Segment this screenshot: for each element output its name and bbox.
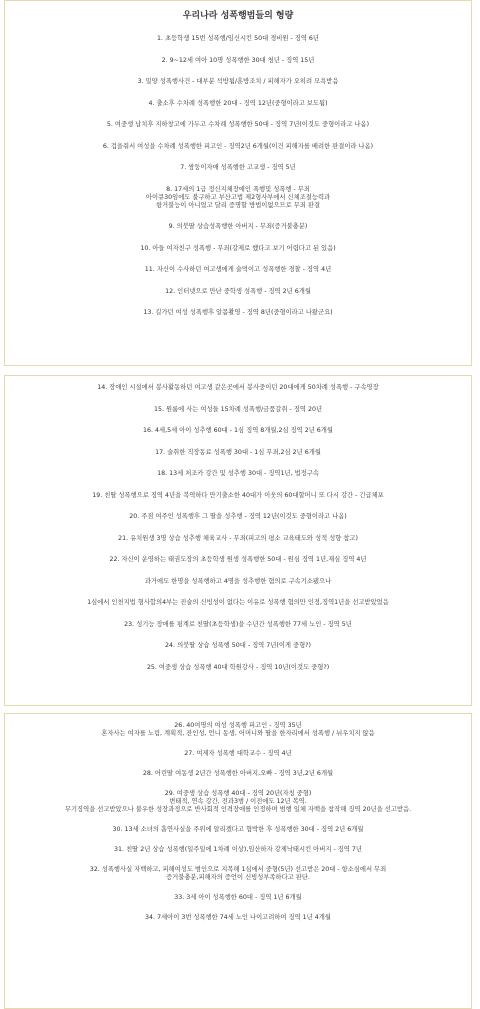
panel-2 bbox=[4, 375, 472, 706]
sentence-item: 25. 여중생 상습 성폭행 40대 학원강사 - 징역 10년(이것도 중형?) bbox=[146, 663, 330, 671]
sentence-item: 26. 40여명의 여성 성폭행 피고인 - 징역 35년 혼자사는 여자를 노림, 계획적, 잔인성, 언니 동생, 어머니와 딸을 한자리에서 성폭행 / 뉘우치지 않음 bbox=[101, 722, 375, 737]
sentence-item: 29. 여중생 상습 성폭행 40대 - 징역 20년(자칭 중형) 변태적, 연속 강간, 전과3범 / 이전에도 12년 복역. 무기징역을 선고받았으나 불우한 성장과정으로 반사회적 인격장애를 인정하며 범행 일체 자백을 참작해 징역 20년을 선고받음. bbox=[64, 790, 412, 813]
sentence-item: 7. 쌍둥이자매 성폭행한 고교생 - 징역 5년 bbox=[180, 164, 296, 171]
sentence-item: 17. 술취한 직장동료 성폭행 30대 - 1심 무죄,2심 2년 6개월 bbox=[155, 448, 321, 456]
sentence-item: 과거에도 한명을 성폭행하고 4명을 성추행한 혐의로 구속기소됐으나 bbox=[144, 577, 332, 585]
sentence-item: 23. 성기능 장애를 핑계로 친딸(초등학생)을 수년간 성폭행한 77세 노인 - 징역 5년 bbox=[124, 620, 352, 628]
sentence-item: 2. 9~12세 여아 10명 성폭행한 30대 청년 - 징역 15년 bbox=[161, 56, 315, 64]
sentence-item: 6. 겁을줘서 여성을 수차례 성폭행한 피고인 - 징역2년 6개월(이건 피해자를 배려한 판결이라 나옴) bbox=[102, 142, 374, 150]
sentence-item: 32. 성폭행사실 자백하고, 피해여성도 범인으로 지목해 1심에서 중형(5년) 선고받은 20대 - 항소심에서 무죄 증거불충분,피해자의 증언이 신빙성부족하다고 판단. bbox=[89, 866, 387, 881]
sentence-item: 16. 4세,5세 아이 성추행 60대 - 1심 징역 8개월,2심 징역 2년 6개월 bbox=[143, 427, 333, 434]
sentence-item: 4. 출소후 수차례 성폭행한 20대 - 징역 12년(중형이라고 보도됨) bbox=[148, 99, 328, 107]
sentence-item: 3. 밀양 성폭행사건 - 대부분 석방됨/훈방조치 / 피해자가 오히려 모욕받음 bbox=[137, 78, 339, 85]
sentence-item: 12. 인터넷으로 만난 중학생 성폭행 - 징역 2년 6개월 bbox=[165, 287, 311, 295]
sentence-item: 20. 주점 여주인 성폭행후 그 딸을 성추행 - 징역 12년(이것도 중형이라고 나옴) bbox=[129, 513, 347, 520]
sentence-item: 30. 13세 소녀의 흡연사실을 주위에 알리겠다고 협박한 후 성폭행한 30대 - 징역 2년 6개월 bbox=[112, 826, 364, 833]
sentence-item: 21. 유치원생 3명 상습 성추행 체육교사 - 무죄(피고의 평소 교육태도와 성적 성향 참고) bbox=[118, 534, 358, 542]
sentence-item: 9. 의붓딸 상습성폭행한 아버지 - 무죄(증거불충분) bbox=[168, 223, 308, 230]
sentence-item: 5. 여중생 납치후 지하창고에 가두고 수차례 성폭행한 50대 - 징역 7년(이것도 중형이라고 나옴) bbox=[106, 121, 370, 128]
sentence-item: 28. 어린딸 여동생 2년간 성폭행한 아버지,오빠 - 징역 3년,2년 6개월 bbox=[142, 770, 334, 777]
sentence-item: 1. 초등학생 15번 성폭행/임신시킨 50대 경비원 - 징역 6년 bbox=[156, 35, 320, 42]
sentence-item: 31. 친딸 2년 상습 성폭행(일주일에 1차례 이상),임산하자 강제낙태시킨 아버지 - 징역 7년 bbox=[114, 846, 362, 853]
sentence-item: 15. 원룸에 사는 여성들 15차례 성폭행/금품갈취 - 징역 20년 bbox=[153, 405, 323, 413]
sentence-item: 27. 여제자 성폭행 대학교수 - 징역 4년 bbox=[184, 750, 292, 757]
sentence-item: 19. 친딸 성폭행으로 징역 4년을 복역하다 만기출소한 40대가 이웃의 60대할머니 또 다시 강간 - 긴급체포 bbox=[92, 491, 384, 499]
sentence-item: 10. 아들 여자친구 성폭행 - 무죄(강제로 했다고 보기 어렵다고 된 있음) bbox=[140, 244, 336, 252]
panel-1 bbox=[4, 0, 472, 366]
sentence-item: 22. 자신이 운영하는 태권도장의 초등학생 원생 성폭행한 50대 - 원심 징역 1년,재심 징역 4년 bbox=[109, 556, 367, 563]
page-title: 우리나라 성폭행범들의 형량 bbox=[182, 11, 294, 21]
sentence-item: 11. 자신이 수사하던 여고생에게 술먹이고 성폭행한 경찰 - 징역 4년 bbox=[144, 266, 332, 273]
sentence-item: 18. 13세 처조카 강간 및 성추행 30대 - 징역1년, 법정구속 bbox=[157, 470, 319, 477]
sentence-item: 8. 17세의 1급 정신지체장애인 폭행및 성폭행 - 무죄 아이큐30임에도 불구하고 부산고법 제2형사부에서 신체조절능력과 항거불능이 아니었고 달리 증명할 방법이없으므로 무죄 판결 bbox=[145, 185, 331, 209]
panel-3 bbox=[4, 713, 472, 1009]
sentence-item: 1심에서 인천지법 형사합의4부는 진술의 신빙성이 없다는 이유로 성폭행 혐의만 인정,징역1년을 선고받았었음 bbox=[87, 599, 389, 606]
sentence-item: 24. 의붓딸 상습 성폭행 50대 - 징역 7년(이게 중형?) bbox=[165, 642, 311, 649]
sentence-item: 14. 장애인 시설에서 봉사활동하던 여고생 같은곳에서 봉사중이던 20대에게 50차례 성폭행 - 구속영장 bbox=[97, 384, 379, 391]
sentence-item: 34. 7세아이 3번 성폭행한 74세 노인 나이고려하여 징역 1년 4개월 bbox=[145, 914, 331, 921]
sentence-item: 33. 3세 아이 성폭행한 60대 - 징역 1년 6개월 bbox=[174, 894, 302, 901]
sentence-item: 13. 길가던 여성 성폭행후 알몸촬영 - 징역 8년(중형이라고 나왔군요) bbox=[143, 309, 333, 316]
